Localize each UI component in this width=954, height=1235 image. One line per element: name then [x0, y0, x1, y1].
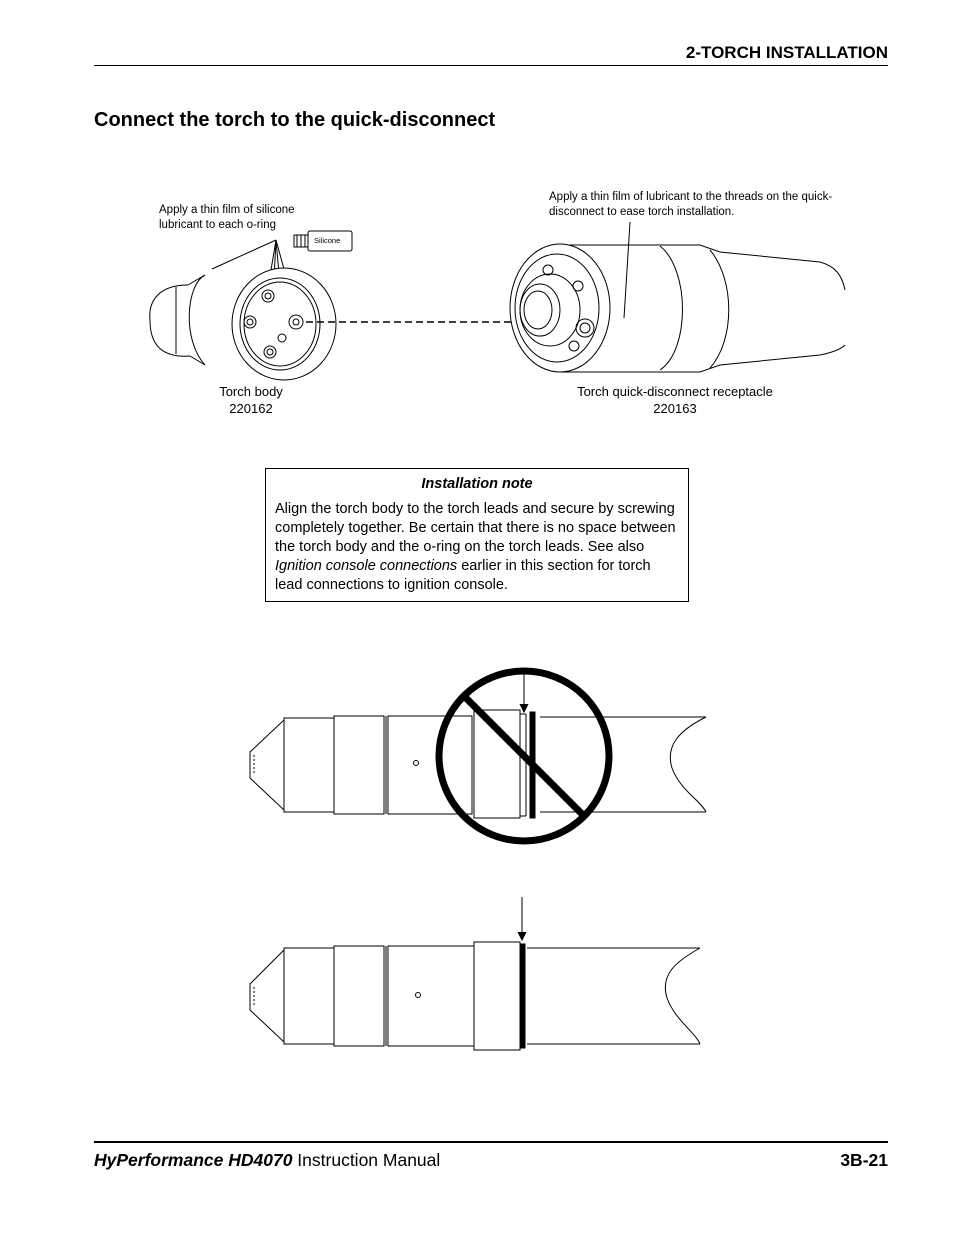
page-title: Connect the torch to the quick-disconnect: [94, 109, 496, 131]
note-reference: Ignition console connections: [275, 558, 458, 574]
note-body: [275, 500, 679, 595]
receptacle-name: Torch quick-disconnect receptacle: [577, 384, 773, 399]
installation-note: [265, 468, 689, 602]
receptacle-part-number: 220163: [653, 401, 697, 416]
callout-silicone: Apply a thin film of silicone lubricant to each o-ring: [159, 204, 295, 231]
torch-body-part-number: 220162: [229, 401, 273, 416]
torch-body-drawing: [150, 268, 336, 380]
torch-body-caption: [191, 383, 311, 417]
torch-body-name: Torch body: [219, 384, 283, 399]
footer-manual: Instruction Manual: [292, 1150, 441, 1170]
note-text-1: Align the torch body to the torch leads and secure by screwing completely together. Be certain that there is no space between the torch body and the o-ring on the torch leads. See also: [275, 501, 676, 555]
silicone-tube-label: Silicone: [314, 236, 341, 245]
page-number: 3B-21: [840, 1150, 888, 1170]
receptacle-caption: [555, 383, 795, 417]
section-header: 2-TORCH INSTALLATION: [685, 43, 888, 62]
torch-incorrect-drawing: [250, 673, 706, 818]
note-title: Installation note: [421, 476, 533, 492]
torch-correct-drawing: [250, 897, 700, 1050]
footer-rule: [94, 1141, 888, 1143]
footer-brand: HyPerformance HD4070: [94, 1150, 293, 1170]
footer-manual-title: [94, 1150, 440, 1171]
note-text-2: earlier in this section for torch lead connections to ignition console.: [275, 558, 651, 593]
callout-threads: Apply a thin film of lubricant to the threads on the quick-disconnect to ease torch installation.: [549, 191, 833, 218]
receptacle-drawing: [510, 244, 845, 372]
